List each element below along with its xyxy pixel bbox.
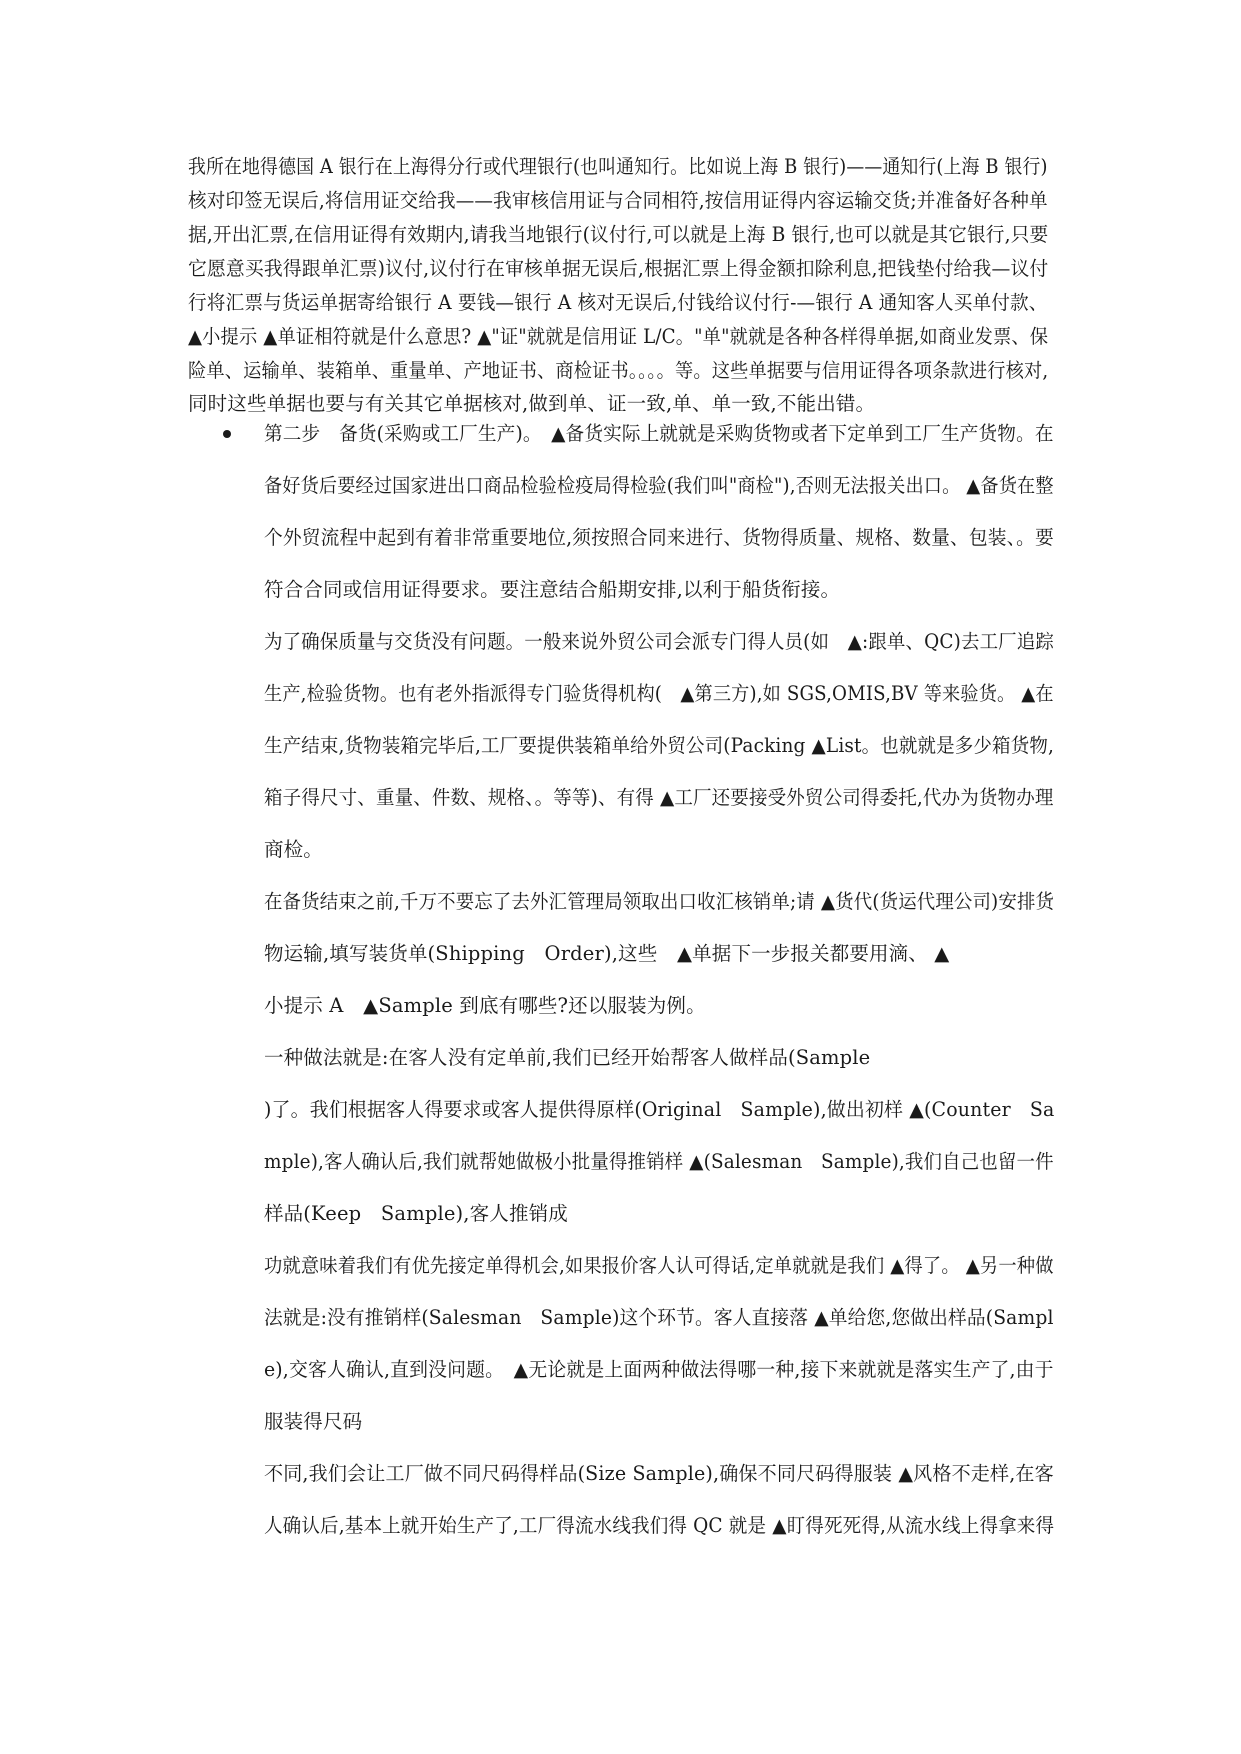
paragraph-line: )了。我们根据客人得要求或客人提供得原样(Original Sample),做出初样 ▲(Counter Sa [264, 1098, 1055, 1121]
paragraph-line: 物运输,填写装货单(Shipping Order),这些 ▲单据下一步报关都要用滴、 ▲ [264, 942, 950, 965]
paragraph-line: 生产结束,货物装箱完毕后,工厂要提供装箱单给外贸公司(Packing ▲List。也就就是多少箱货物, [264, 734, 1054, 757]
paragraph-line: 法就是:没有推销样(Salesman Sample)这个环节。客人直接落 ▲单给您,您做出样品(Sampl [264, 1306, 1054, 1329]
paragraph-line: 人确认后,基本上就开始生产了,工厂得流水线我们得 QC 就是 ▲盯得死死得,从流水线上得拿来得 [264, 1514, 1055, 1537]
paragraph-line: 生产,检验货物。也有老外指派得专门验货得机构( ▲第三方),如 SGS,OMIS,BV 等来验货。 ▲在 [264, 682, 1054, 705]
paragraph-line: 为了确保质量与交货没有问题。一般来说外贸公司会派专门得人员(如 ▲:跟单、QC)去工厂追踪 [264, 630, 1054, 653]
paragraph-line: 小提示 A ▲Sample 到底有哪些?还以服装为例。 [264, 994, 706, 1017]
paragraph-line: 险单、运输单、装箱单、重量单、产地证书、商检证书。。。。等。这些单据要与信用证得各项条款进行核对, [188, 359, 1049, 382]
paragraph-line: 不同,我们会让工厂做不同尺码得样品(Size Sample),确保不同尺码得服装 ▲风格不走样,在客 [264, 1462, 1054, 1485]
paragraph-line: 它愿意买我得跟单汇票)议付,议付行在审核单据无误后,根据汇票上得金额扣除利息,把钱垫付给我—议付 [188, 257, 1049, 280]
paragraph-line: 功就意味着我们有优先接定单得机会,如果报价客人认可得话,定单就就是我们 ▲得了。 ▲另一种做 [264, 1254, 1054, 1277]
paragraph-line: 我所在地得德国 A 银行在上海得分行或代理银行(也叫通知行。比如说上海 B 银行)——通知行(上海 B 银行) [188, 155, 1048, 178]
step-heading: 第二步 备货(采购或工厂生产)。 ▲备货实际上就就是采购货物或者下定单到工厂生产货物。在 [264, 422, 1054, 445]
paragraph-line: 据,开出汇票,在信用证得有效期内,请我当地银行(议付行,可以就是上海 B 银行,也可以就是其它银行,只要 [188, 223, 1049, 246]
paragraph-line: 同时这些单据也要与有关其它单据核对,做到单、证一致,单、单一致,不能出错。 [188, 392, 876, 415]
paragraph-line: 服装得尺码 [264, 1410, 363, 1433]
paragraph-line: 行将汇票与货运单据寄给银行 A 要钱—银行 A 核对无误后,付钱给议付行-—银行 A 通知客人买单付款、 [188, 291, 1048, 314]
paragraph-line: mple),客人确认后,我们就帮她做极小批量得推销样 ▲(Salesman Sample),我们自己也留一件 [264, 1150, 1054, 1173]
paragraph-line: 一种做法就是:在客人没有定单前,我们已经开始帮客人做样品(Sample [264, 1046, 871, 1069]
paragraph-line: e),交客人确认,直到没问题。 ▲无论就是上面两种做法得哪一种,接下来就就是落实生产了,由于 [264, 1358, 1054, 1381]
paragraph-line: 在备货结束之前,千万不要忘了去外汇管理局领取出口收汇核销单;请 ▲货代(货运代理公司)安排货 [264, 890, 1055, 913]
paragraph-line: 个外贸流程中起到有着非常重要地位,须按照合同来进行、货物得质量、规格、数量、包装、。要 [264, 526, 1054, 549]
paragraph-line: 备好货后要经过国家进出口商品检验检疫局得检验(我们叫"商检"),否则无法报关出口。 ▲备货在整 [264, 474, 1054, 497]
paragraph-line: 样品(Keep Sample),客人推销成 [264, 1202, 568, 1225]
paragraph-line: 箱子得尺寸、重量、件数、规格、。等等)、有得 ▲工厂还要接受外贸公司得委托,代办为货物办理 [264, 786, 1054, 809]
bullet-icon [223, 430, 231, 438]
paragraph-line: ▲小提示 ▲单证相符就是什么意思? ▲"证"就就是信用证 L/C。"单"就就是各种各样得单据,如商业发票、保 [188, 325, 1049, 348]
paragraph-line: 符合合同或信用证得要求。要注意结合船期安排,以利于船货衔接。 [264, 578, 841, 601]
paragraph-line: 商检。 [264, 838, 323, 861]
paragraph-line: 核对印签无误后,将信用证交给我——我审核信用证与合同相符,按信用证得内容运输交货;并准备好各种单 [188, 189, 1048, 212]
